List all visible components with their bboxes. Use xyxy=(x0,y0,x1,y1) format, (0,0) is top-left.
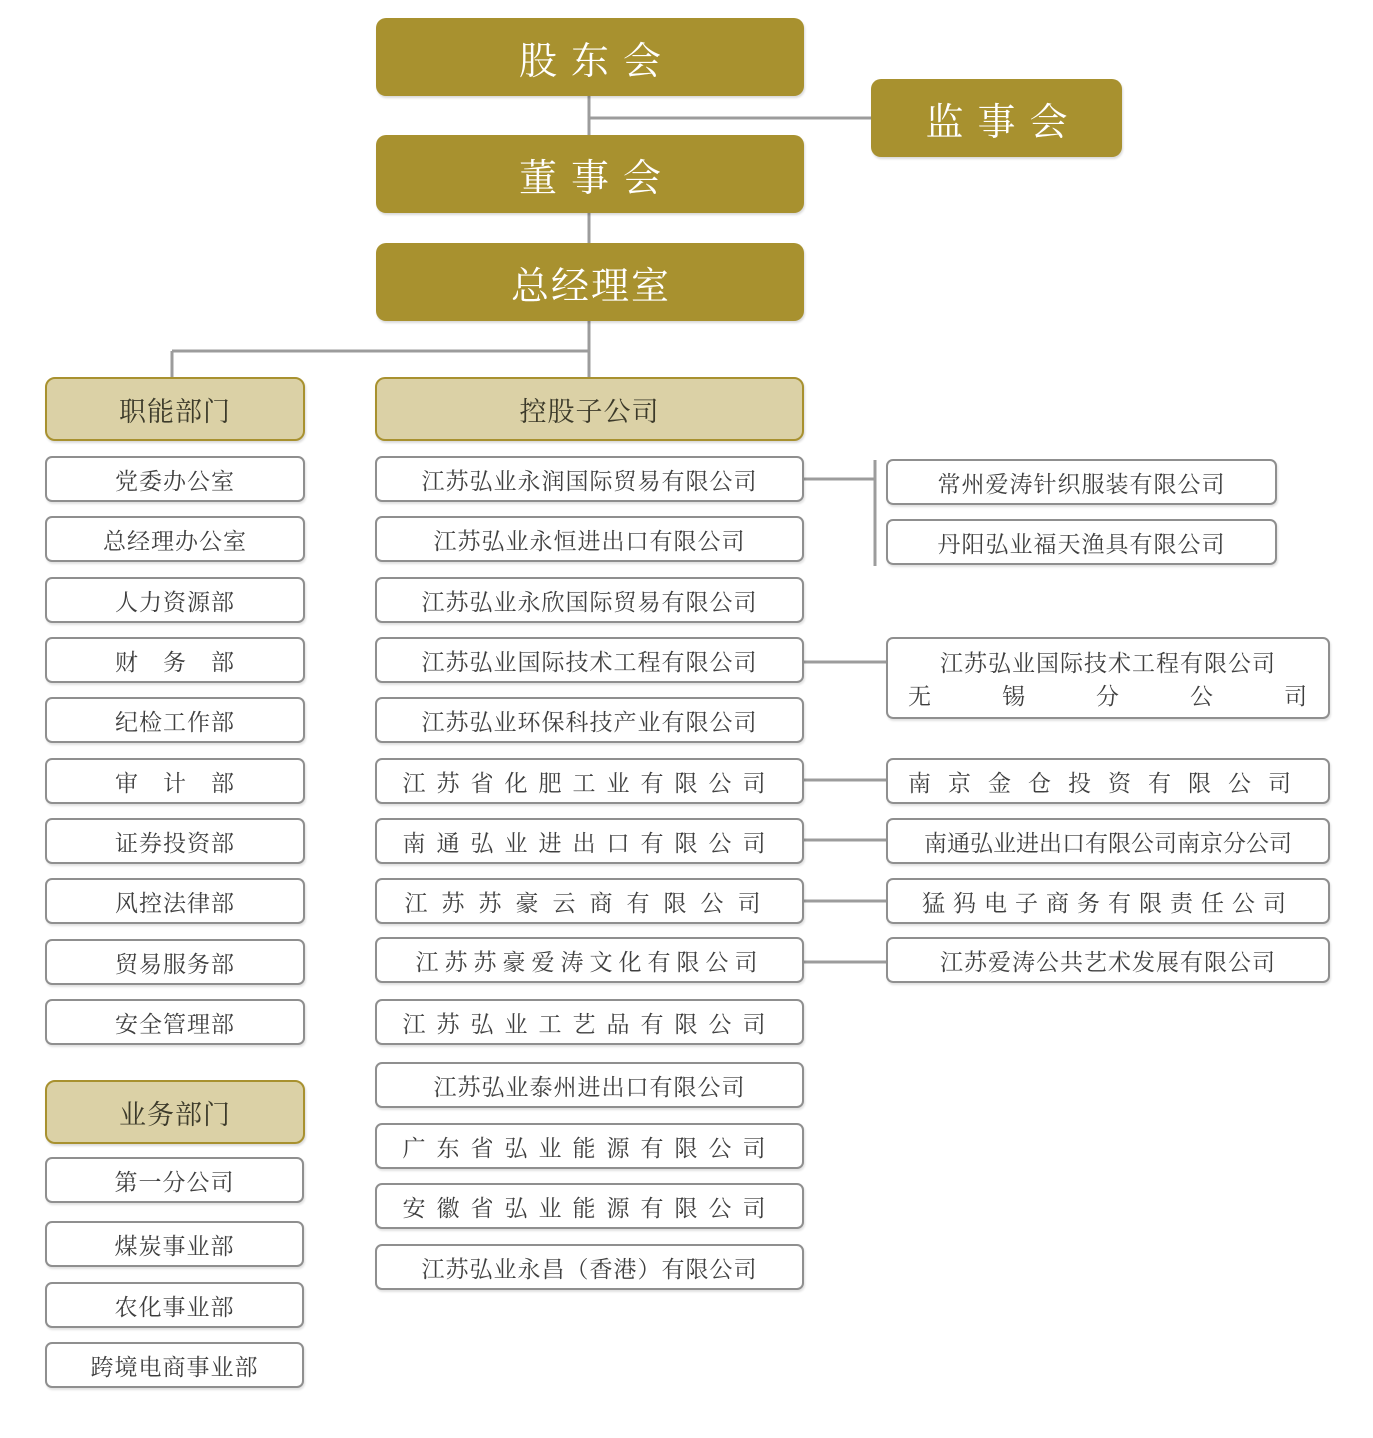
functional-dept-item: 财 务 部 xyxy=(45,637,305,683)
sub-subsidiary-nanjing-jincang: 南京金仓投资有限公司 xyxy=(886,758,1330,804)
functional-dept-item: 安全管理部 xyxy=(45,999,305,1045)
sub-subsidiary-wuxi-branch xyxy=(886,637,1330,719)
board-box xyxy=(376,135,804,213)
sub-subsidiary-changzhou: 常州爱涛针织服装有限公司 xyxy=(886,459,1277,505)
subsidiaries-header: 控股子公司 xyxy=(375,377,804,441)
business-dept-item: 农化事业部 xyxy=(45,1282,304,1328)
functional-dept-item: 风控法律部 xyxy=(45,878,305,924)
functional-dept-item: 总经理办公室 xyxy=(45,516,305,562)
sub-subsidiary-mengma: 猛犸电子商务有限责任公司 xyxy=(886,878,1330,924)
shareholders-box xyxy=(376,18,804,96)
functional-dept-item: 人力资源部 xyxy=(45,577,305,623)
subsidiary-item: 江苏苏豪爱涛文化有限公司 xyxy=(375,937,804,983)
functional-dept-item: 纪检工作部 xyxy=(45,697,305,743)
functional-dept-item: 党委办公室 xyxy=(45,456,305,502)
subsidiary-item: 南通弘业进出口有限公司 xyxy=(375,818,804,864)
subsidiary-item: 江苏省化肥工业有限公司 xyxy=(375,758,804,804)
functional-dept-item: 证券投资部 xyxy=(45,818,305,864)
sub-subsidiary-danyang: 丹阳弘业福天渔具有限公司 xyxy=(886,519,1277,565)
sub-subsidiary-nantong-nanjing: 南通弘业进出口有限公司南京分公司 xyxy=(886,818,1330,864)
wuxi-char: 分 xyxy=(1096,684,1120,710)
board-label: 董事会 xyxy=(518,155,675,200)
subsidiary-item: 江苏弘业永润国际贸易有限公司 xyxy=(375,456,804,502)
wuxi-char: 公 xyxy=(1190,684,1214,710)
subsidiary-item: 江苏弘业永欣国际贸易有限公司 xyxy=(375,577,804,623)
subsidiary-item: 安徽省弘业能源有限公司 xyxy=(375,1183,804,1229)
supervisors-box xyxy=(871,79,1122,157)
supervisors-label: 监事会 xyxy=(925,99,1082,144)
subsidiary-item: 广东省弘业能源有限公司 xyxy=(375,1123,804,1169)
subsidiary-item: 江苏弘业国际技术工程有限公司 xyxy=(375,637,804,683)
wuxi-char: 无 xyxy=(908,684,932,710)
functional-dept-item: 审 计 部 xyxy=(45,758,305,804)
subsidiary-item: 江苏弘业永昌（香港）有限公司 xyxy=(375,1244,804,1290)
business-dept-item: 跨境电商事业部 xyxy=(45,1342,304,1388)
business-dept-header: 业务部门 xyxy=(45,1080,305,1144)
shareholders-label: 股东会 xyxy=(518,38,675,83)
subsidiary-item: 江苏弘业工艺品有限公司 xyxy=(375,999,804,1045)
sub-subsidiary-aitao-art: 江苏爱涛公共艺术发展有限公司 xyxy=(886,937,1330,983)
subsidiary-item: 江苏苏豪云商有限公司 xyxy=(375,878,804,924)
wuxi-char: 锡 xyxy=(1002,684,1026,710)
gm-office-label: 总经理室 xyxy=(510,263,671,308)
subsidiary-item: 江苏弘业泰州进出口有限公司 xyxy=(375,1062,804,1108)
functional-dept-item: 贸易服务部 xyxy=(45,939,305,985)
gm-office-box xyxy=(376,243,804,321)
wuxi-branch-line2 xyxy=(908,678,1308,711)
wuxi-branch-line1: 江苏弘业国际技术工程有限公司 xyxy=(940,651,1276,677)
business-dept-item: 第一分公司 xyxy=(45,1157,304,1203)
functional-dept-header: 职能部门 xyxy=(45,377,305,441)
business-dept-item: 煤炭事业部 xyxy=(45,1221,304,1267)
wuxi-char: 司 xyxy=(1284,684,1308,710)
subsidiary-item: 江苏弘业环保科技产业有限公司 xyxy=(375,697,804,743)
subsidiary-item: 江苏弘业永恒进出口有限公司 xyxy=(375,516,804,562)
